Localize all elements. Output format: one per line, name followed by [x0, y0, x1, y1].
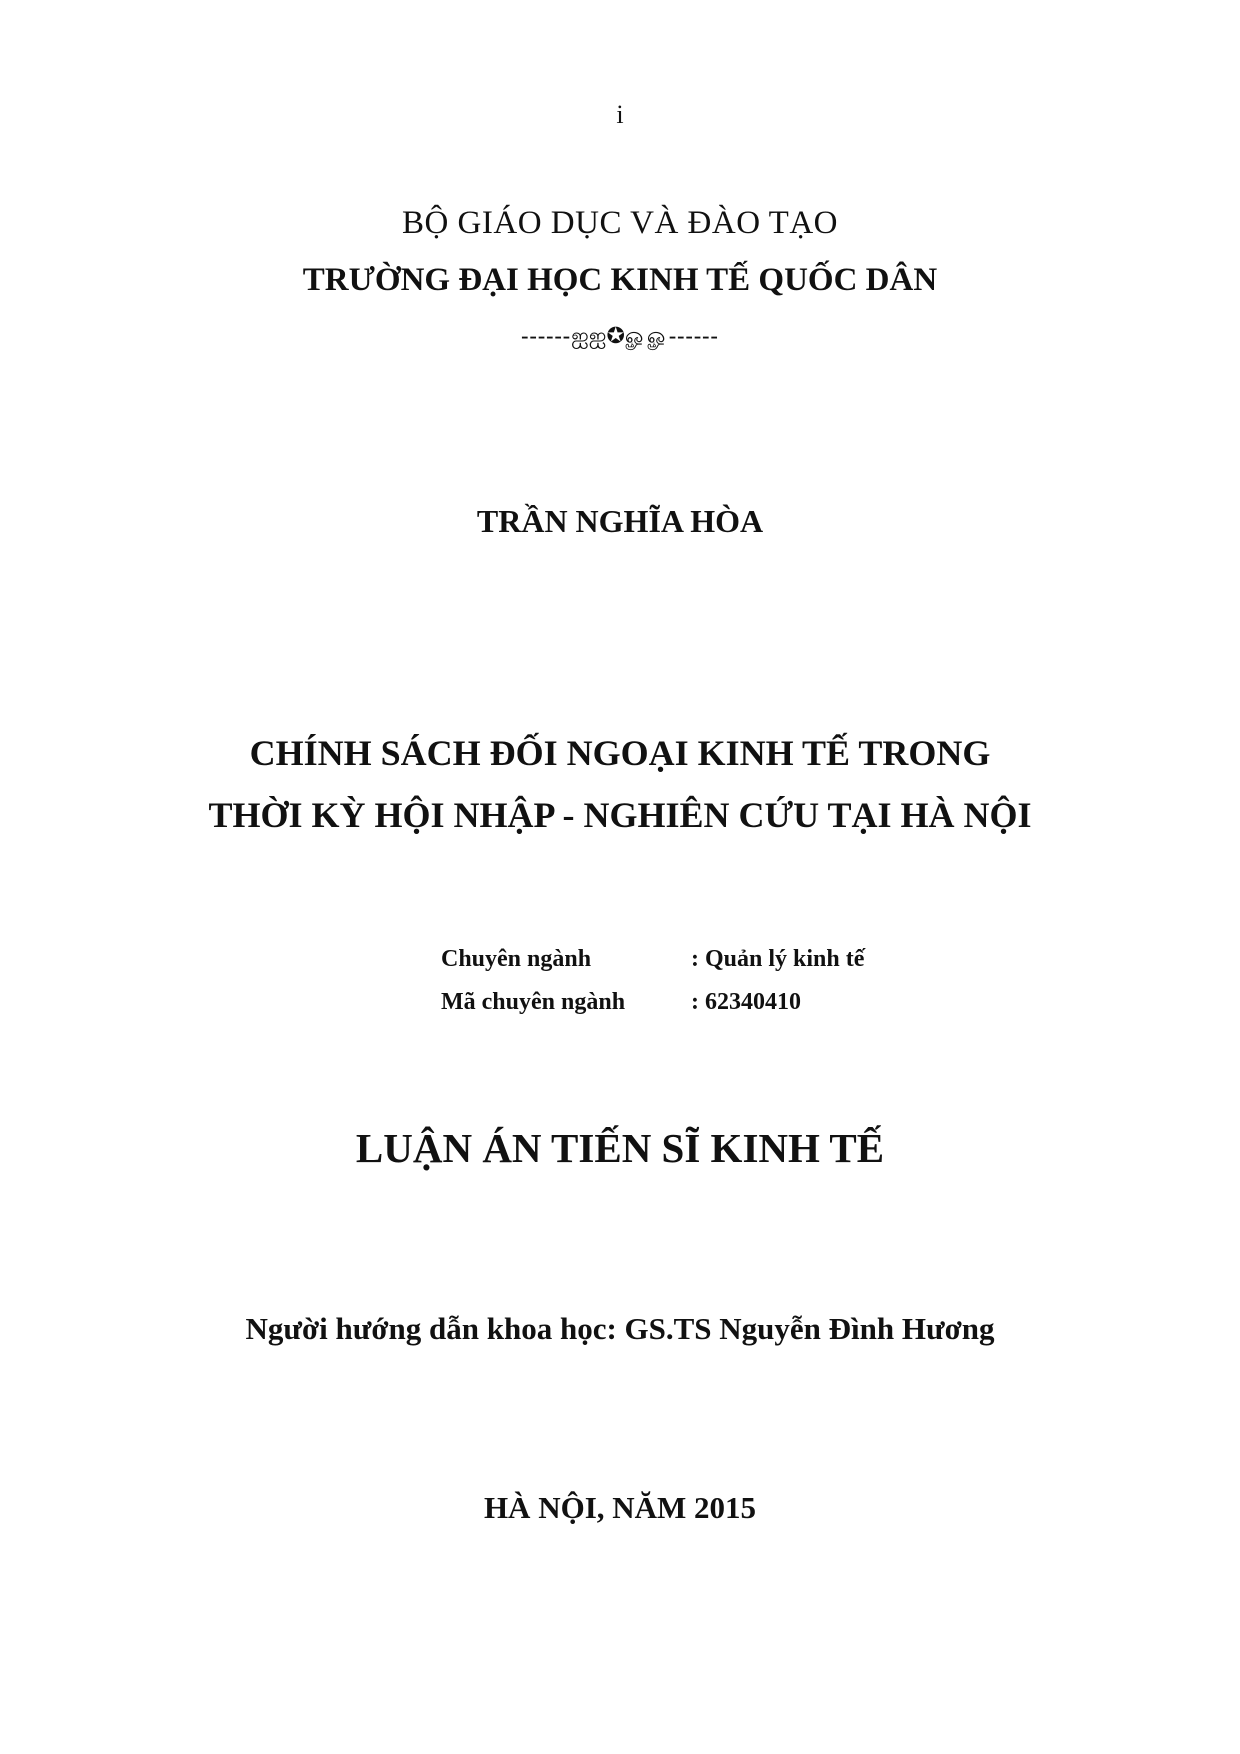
place-and-year: HÀ NỘI, NĂM 2015 — [483, 1490, 757, 1525]
major-code-label: Mã chuyên ngành — [441, 989, 626, 1015]
major-row — [441, 946, 864, 973]
author-name: TRẦN NGHĨA HÒA — [476, 503, 764, 539]
page-number: i — [616, 100, 624, 129]
divider-dashes-left: ------ — [521, 323, 572, 348]
divider-dashes-right: ------ — [668, 323, 719, 348]
major-label: Chuyên ngành — [441, 946, 592, 972]
degree-title: LUẬN ÁN TIẾN SĨ KINH TẾ — [355, 1125, 885, 1171]
university-name: TRƯỜNG ĐẠI HỌC KINH TẾ QUỐC DÂN — [302, 262, 938, 298]
major-code-row — [441, 989, 801, 1016]
ministry-name: BỘ GIÁO DỤC VÀ ĐÀO TẠO — [401, 205, 839, 241]
thesis-title-line-1: CHÍNH SÁCH ĐỐI NGOẠI KINH TẾ TRONG — [249, 733, 991, 773]
major-value: : Quản lý kinh tế — [691, 946, 865, 972]
major-code-value: : 62340410 — [691, 989, 801, 1015]
divider-ornament-icon: ஐஐ✪ௐௐ — [571, 324, 669, 349]
supervisor: Người hướng dẫn khoa học: GS.TS Nguyễn Đình Hương — [245, 1311, 995, 1346]
thesis-title-line-2: THỜI KỲ HỘI NHẬP - NGHIÊN CỨU TẠI HÀ NỘI — [208, 795, 1032, 835]
decorative-divider — [0, 323, 1240, 352]
